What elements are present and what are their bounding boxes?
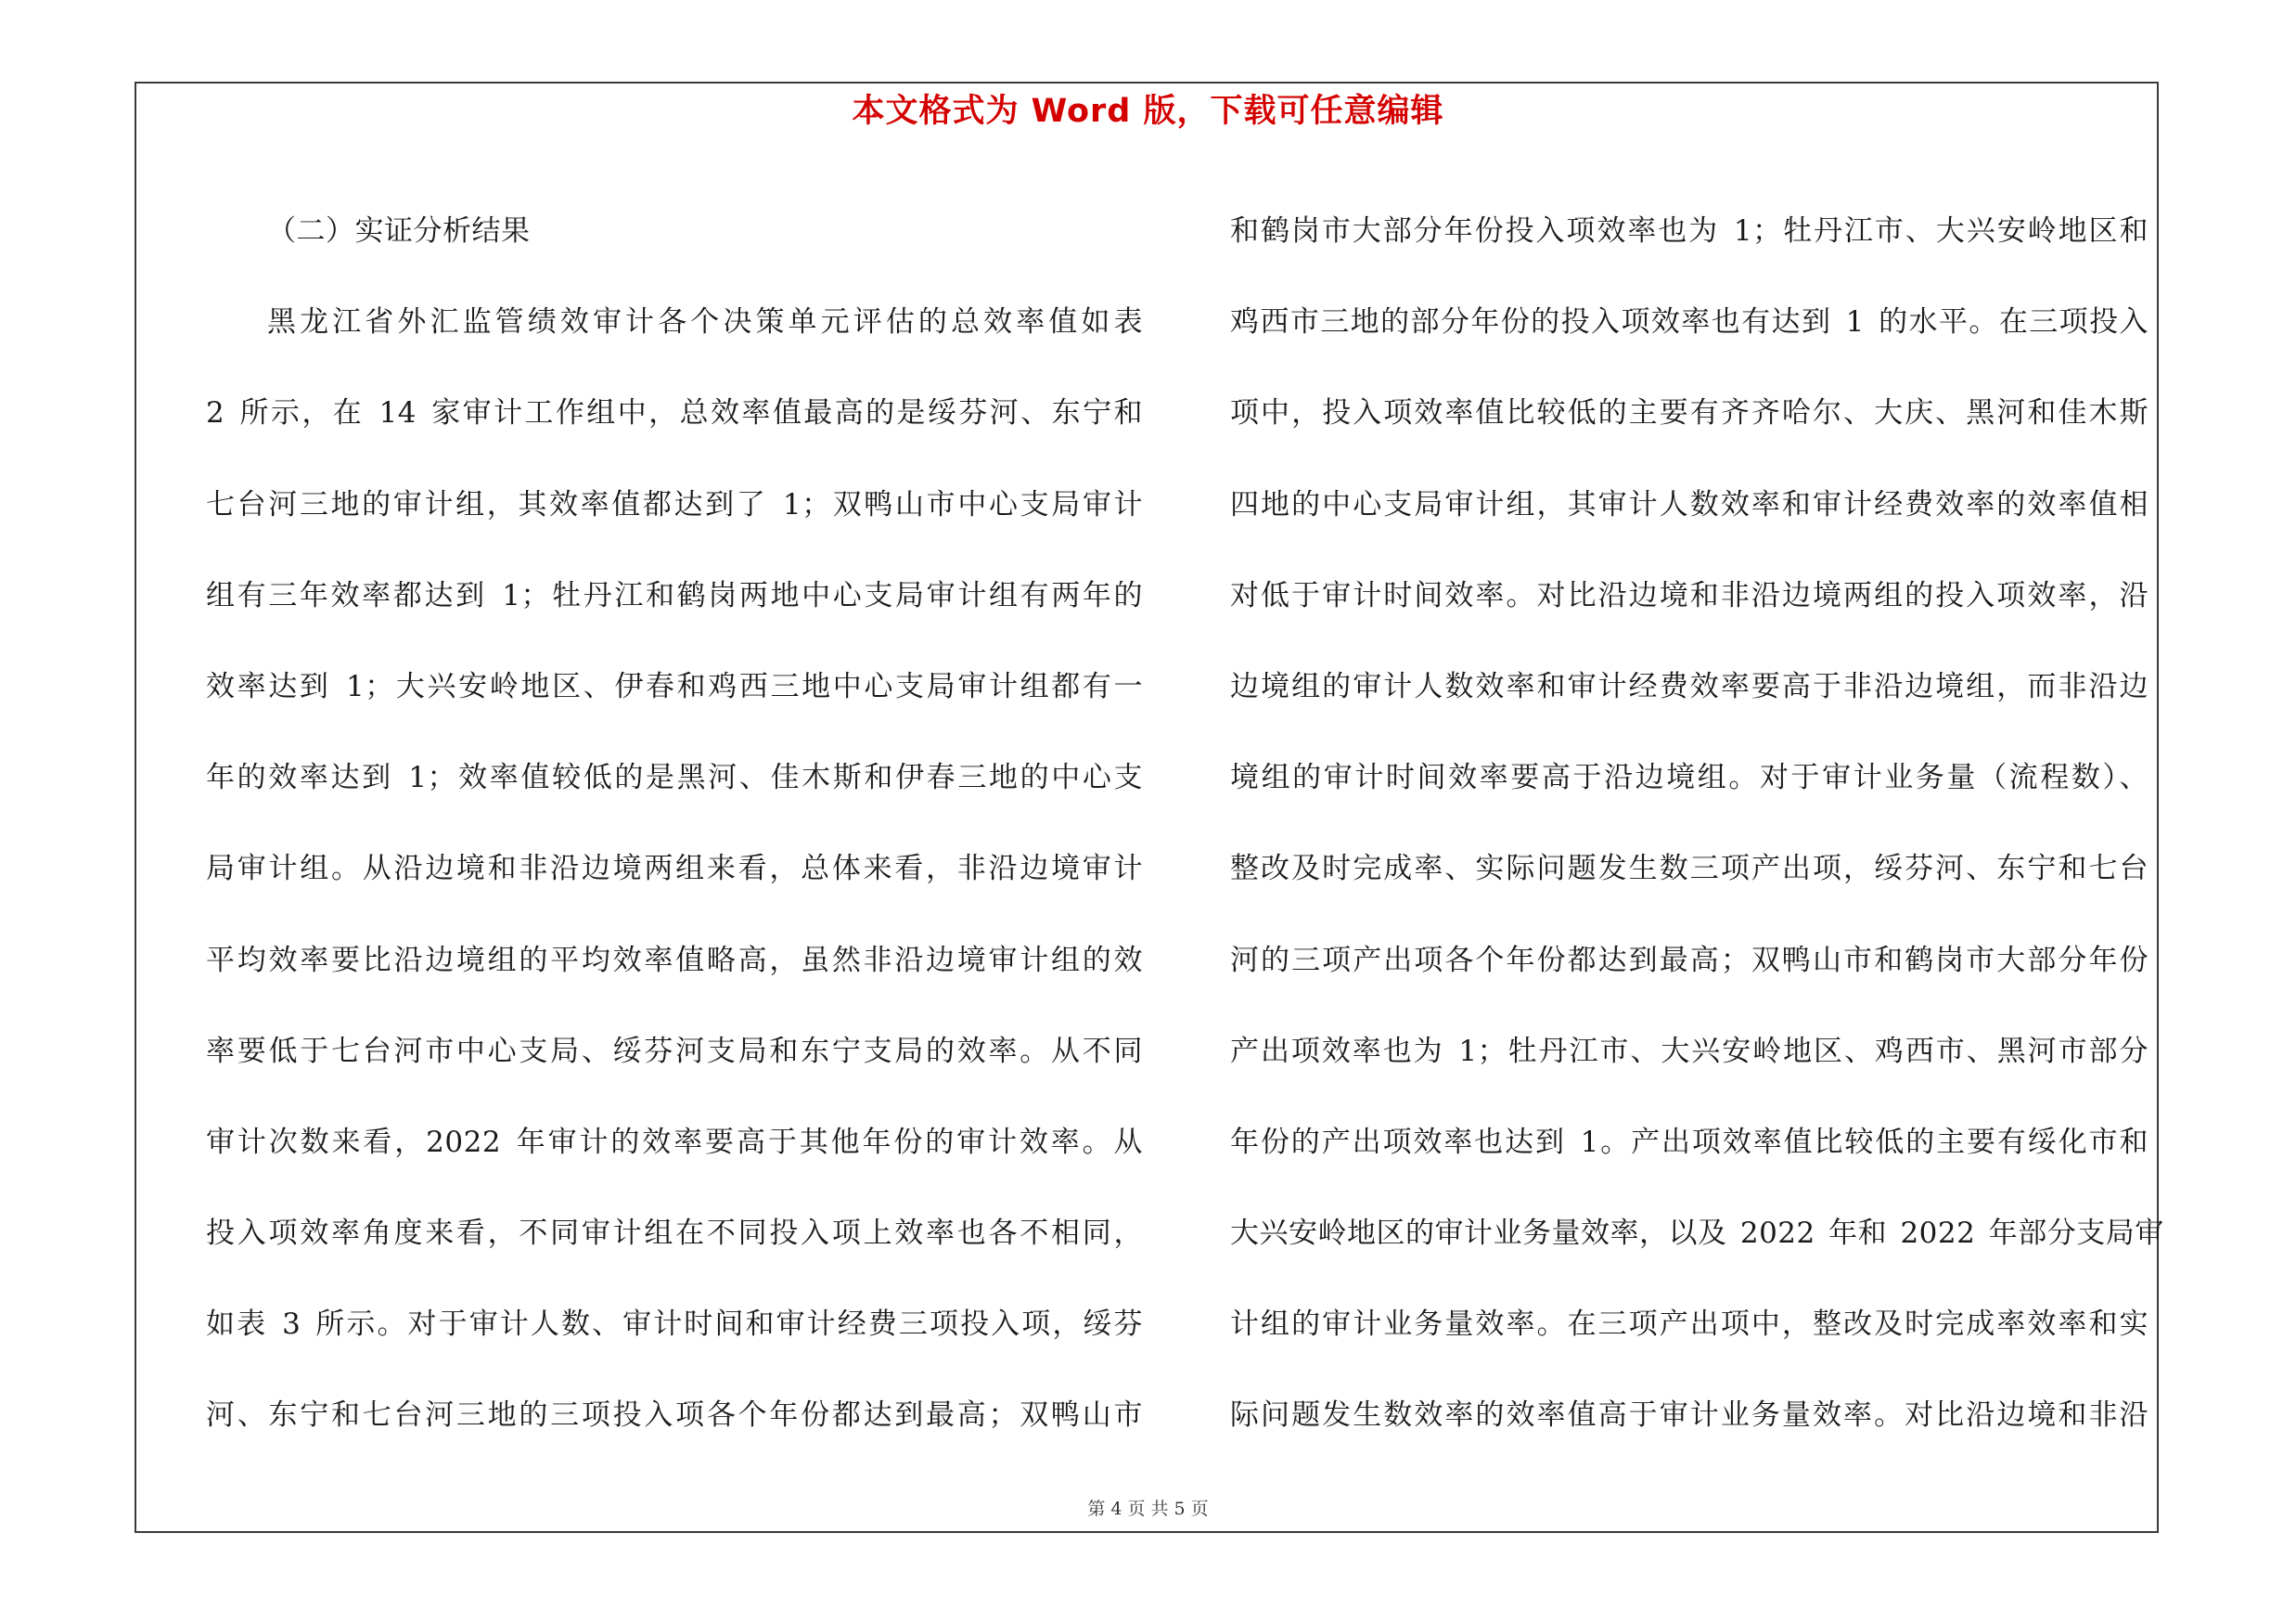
paragraph-line: 河、东宁和七台河三地的三项投入项各个年份都达到最高；双鸭山市 (206, 1398, 1143, 1433)
paragraph-line: 河的三项产出项各个年份都达到最高；双鸭山市和鹤岗市大部分年份 (1230, 943, 2148, 977)
paragraph-line: 项中，投入项效率值比较低的主要有齐齐哈尔、大庆、黑河和佳木斯 (1230, 396, 2148, 431)
paragraph-line: 对低于审计时间效率。对比沿边境和非沿边境两组的投入项效率，沿 (1230, 578, 2148, 612)
paragraph-line: 平均效率要比沿边境组的平均效率值略高，虽然非沿边境审计组的效 (206, 943, 1143, 977)
paragraph-line: 边境组的审计人数效率和审计经费效率要高于非沿边境组，而非沿边 (1230, 669, 2148, 703)
paragraph-line: 审计次数来看，2022 年审计的效率要高于其他年份的审计效率。从 (206, 1125, 1143, 1159)
paragraph-line: 整改及时完成率、实际问题发生数三项产出项，绥芬河、东宁和七台 (1230, 852, 2148, 886)
section-heading: （二）实证分析结果 (267, 214, 531, 248)
paragraph-line: 如表 3 所示。对于审计人数、审计时间和审计经费三项投入项，绥芬 (206, 1307, 1143, 1342)
paragraph-line: 大兴安岭地区的审计业务量效率，以及 2022 年和 2022 年部分支局审 (1230, 1217, 2164, 1251)
paragraph-line: 七台河三地的审计组，其效率值都达到了 1；双鸭山市中心支局审计 (206, 487, 1143, 522)
paragraph-line: 率要低于七台河市中心支局、绥芬河支局和东宁支局的效率。从不同 (206, 1034, 1143, 1068)
paragraph-line: 效率达到 1；大兴安岭地区、伊春和鸡西三地中心支局审计组都有一 (206, 669, 1143, 703)
paragraph-line: 和鹤岗市大部分年份投入项效率也为 1；牡丹江市、大兴安岭地区和 (1230, 214, 2148, 248)
paragraph-line: 境组的审计时间效率要高于沿边境组。对于审计业务量（流程数）、 (1230, 761, 2148, 795)
right-text-column (1230, 186, 2164, 1462)
paragraph-line: 投入项效率角度来看，不同审计组在不同投入项上效率也各不相同， (206, 1217, 1143, 1251)
paragraph-line: 鸡西市三地的部分年份的投入项效率也有达到 1 的水平。在三项投入 (1230, 305, 2148, 340)
page-number-footer: 第 4 页 共 5 页 (1087, 1499, 1209, 1519)
paragraph-line: 际问题发生数效率的效率值高于审计业务量效率。对比沿边境和非沿 (1230, 1398, 2148, 1433)
paragraph-line: 组有三年效率都达到 1；牡丹江和鹤岗两地中心支局审计组有两年的 (206, 578, 1143, 612)
paragraph-line: 局审计组。从沿边境和非沿边境两组来看，总体来看，非沿边境审计 (206, 852, 1143, 886)
left-text-column (206, 186, 1143, 1462)
paragraph-line: 年的效率达到 1；效率值较低的是黑河、佳木斯和伊春三地的中心支 (206, 761, 1143, 795)
paragraph-line: 2 所示，在 14 家审计工作组中，总效率值最高的是绥芬河、东宁和 (206, 396, 1143, 431)
paragraph-line: 黑龙江省外汇监管绩效审计各个决策单元评估的总效率值如表 (267, 305, 1143, 340)
paragraph-line: 计组的审计业务量效率。在三项产出项中，整改及时完成率效率和实 (1230, 1307, 2148, 1342)
word-format-banner: 本文格式为 Word 版，下载可任意编辑 (852, 93, 1444, 130)
paragraph-line: 年份的产出项效率也达到 1。产出项效率值比较低的主要有绥化市和 (1230, 1125, 2148, 1159)
paragraph-line: 产出项效率也为 1；牡丹江市、大兴安岭地区、鸡西市、黑河市部分 (1230, 1034, 2148, 1068)
paragraph-line: 四地的中心支局审计组，其审计人数效率和审计经费效率的效率值相 (1230, 487, 2148, 522)
